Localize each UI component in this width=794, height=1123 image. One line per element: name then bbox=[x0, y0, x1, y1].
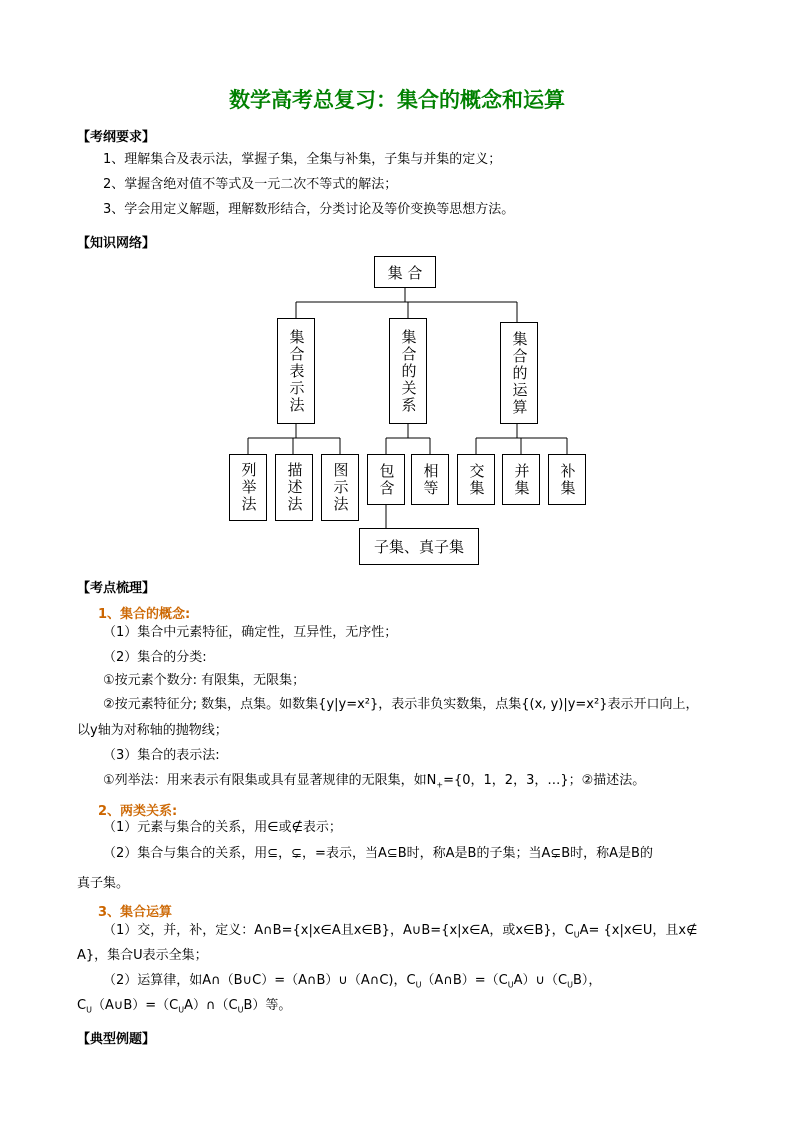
node-union: 并集 bbox=[502, 454, 540, 505]
point-1-line-3: ①按元素个数分: 有限集，无限集； bbox=[103, 673, 306, 688]
node-operations: 集合的运算 bbox=[500, 322, 538, 424]
point-1-line-7: ①列举法：用来表示有限集或具有显著规律的无限集，如$N_+=\{0$，1，2，3，…}；②描述法。 bbox=[103, 773, 646, 790]
point-2-line-3: 真子集。 bbox=[77, 876, 130, 891]
node-diagram-method: 图示法 bbox=[321, 454, 359, 521]
point-2-line-1: （1）元素与集合的关系，用∈或∉表示； bbox=[103, 820, 342, 835]
point-1-line-1: （1）集合中元素特征，确定性，互异性，无序性； bbox=[103, 625, 398, 640]
section-network-heading: 【知识网络】 bbox=[77, 236, 156, 251]
point-3-line-3: （2）运算律，如A∩（B∪C）=（A∩B）∪（A∩C)，$C_U(A\cap B)=(C_UA)\cup(C_UB)$， bbox=[103, 973, 602, 990]
node-relations: 集合的关系 bbox=[389, 318, 427, 424]
section-points-heading: 【考点梳理】 bbox=[77, 581, 156, 596]
outline-item-1: 1、理解集合及表示法，掌握子集，全集与补集，子集与并集的定义； bbox=[103, 152, 502, 167]
node-description: 描述法 bbox=[275, 454, 313, 521]
point-3-line-4: $C_U(A\cup B)=(C_UA)\cap(C_UB)$等。 bbox=[77, 998, 292, 1015]
point-3-line-1: （1）交，并，补，定义：A∩B={x|x∈A且x∈B}，A∪B={x|x∈A，或x∈B}，$C_UA=$ {x|x∈U，且x∉ bbox=[103, 923, 698, 940]
node-subset: 子集、真子集 bbox=[359, 528, 479, 565]
page-title: 数学高考总复习：集合的概念和运算 bbox=[229, 87, 565, 112]
point-2-line-2: （2）集合与集合的关系，用⊆，⊊，=表示，当A⊆B时，称A是B的子集；当A⊊B时，称A是B的 bbox=[103, 846, 653, 861]
node-inclusion: 包含 bbox=[367, 454, 405, 505]
point-1-heading: 1、集合的概念: bbox=[98, 607, 191, 622]
point-1-line-6: （3）集合的表示法: bbox=[103, 748, 220, 763]
node-complement: 补集 bbox=[548, 454, 586, 505]
outline-item-3: 3、学会用定义解题，理解数形结合，分类讨论及等价变换等思想方法。 bbox=[103, 202, 515, 217]
node-intersection: 交集 bbox=[457, 454, 495, 505]
node-root: 集 合 bbox=[374, 256, 436, 288]
section-outline-heading: 【考纲要求】 bbox=[77, 130, 156, 145]
point-3-line-2: A}，集合U表示全集； bbox=[77, 948, 208, 963]
point-1-line-4: ②按元素特征分; 数集，点集。如数集{y|y=x²}，表示非负实数集，点集{(x, y)|y=x²}表示开口向上， bbox=[103, 697, 699, 712]
point-2-heading: 2、两类关系: bbox=[98, 804, 178, 819]
node-enumeration: 列举法 bbox=[229, 454, 267, 521]
point-1-line-2: （2）集合的分类: bbox=[103, 650, 207, 665]
outline-item-2: 2、掌握含绝对值不等式及一元二次不等式的解法； bbox=[103, 177, 398, 192]
point-3-heading: 3、集合运算 bbox=[98, 905, 173, 920]
section-examples-heading: 【典型例题】 bbox=[77, 1032, 156, 1047]
point-1-line-5: 以y轴为对称轴的抛物线； bbox=[77, 723, 228, 738]
node-equality: 相等 bbox=[411, 454, 449, 505]
node-representation: 集合表示法 bbox=[277, 318, 315, 424]
